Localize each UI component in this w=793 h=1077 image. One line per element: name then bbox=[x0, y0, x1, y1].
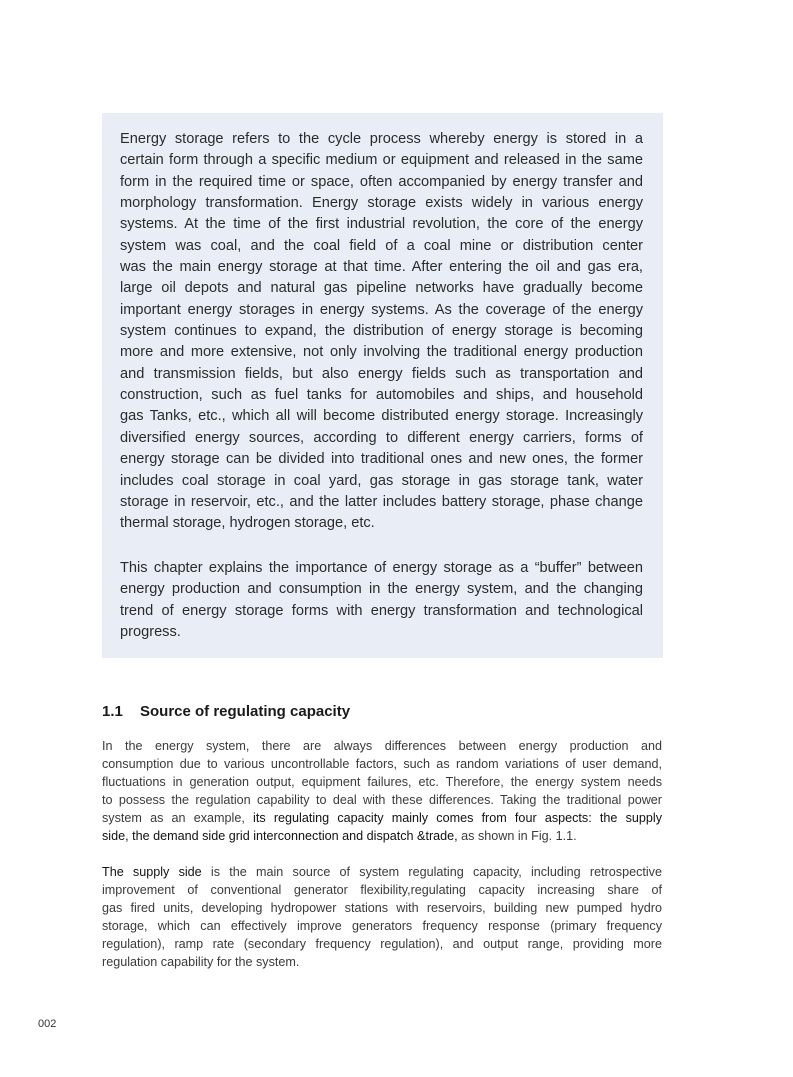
intro-paragraph-2 bbox=[120, 558, 643, 643]
text-segment: storage, which can effectively improve generators frequency response (primary frequency bbox=[102, 919, 662, 933]
text-line: trend of energy storage forms with energy transformation and technological bbox=[120, 602, 643, 619]
text-line bbox=[102, 863, 662, 881]
emphasis-text: side, the demand side grid interconnection and dispatch &trade, bbox=[102, 829, 458, 843]
text-segment: regulation capability for the system. bbox=[102, 955, 300, 969]
text-segment: improvement of conventional generator flexibility,regulating capacity increasing share of bbox=[102, 883, 662, 897]
text-line: systems. At the time of the first industrial revolution, the core of the energy bbox=[120, 216, 643, 233]
intro-paragraph-1 bbox=[120, 129, 643, 535]
text-line: This chapter explains the importance of energy storage as a “buffer” between bbox=[120, 560, 643, 576]
text-segment: gas fired units, developing hydropower stations with reservoirs, building new pumped hydro bbox=[102, 901, 662, 915]
text-line: diversified energy sources, according to different energy carriers, forms of bbox=[120, 429, 643, 446]
text-line: form in the required time or space, often accompanied by energy transfer and bbox=[120, 173, 643, 190]
section-paragraph-1 bbox=[102, 737, 662, 845]
emphasis-text: its regulating capacity mainly comes from four aspects: the supply bbox=[253, 811, 663, 825]
text-line: certain form through a specific medium or equipment and released in the same bbox=[120, 152, 643, 169]
text-segment: to possess the regulation capability to deal with these differences. Taking the traditional power bbox=[102, 793, 662, 807]
page-number: 002 bbox=[38, 1018, 57, 1030]
text-line bbox=[102, 827, 662, 845]
text-line: progress. bbox=[120, 624, 181, 641]
text-line: includes coal storage in coal yard, gas storage in gas storage tank, water bbox=[120, 472, 643, 489]
text-segment: In the energy system, there are always differences between energy production and bbox=[102, 739, 662, 753]
text-segment: consumption due to various uncontrollable factors, such as random variations of user demand, bbox=[102, 757, 662, 771]
text-line: construction, such as fuel tanks for automobiles and ships, and household bbox=[120, 387, 643, 404]
text-line: large oil depots and natural gas pipeline networks have gradually become bbox=[120, 280, 643, 297]
text-line: was the main energy storage at that time. After entering the oil and gas era, bbox=[120, 259, 643, 276]
text-line bbox=[102, 899, 662, 917]
section-title: Source of regulating capacity bbox=[140, 703, 351, 720]
intro-box bbox=[102, 113, 663, 658]
text-line bbox=[102, 917, 662, 935]
text-segment: system as an example, bbox=[102, 811, 254, 825]
text-segment: fluctuations in generation output, equipment failures, etc. Therefore, the energy system needs bbox=[102, 775, 662, 789]
text-line: gas Tanks, etc., which all will become distributed energy storage. Increasingly bbox=[120, 408, 643, 425]
text-line: system continues to expand, the distribution of energy storage is becoming bbox=[120, 323, 643, 340]
text-segment: is the main source of system regulating capacity, including retrospective bbox=[201, 865, 662, 879]
text-line: more and more extensive, not only involving the traditional energy production bbox=[120, 344, 643, 361]
text-line bbox=[102, 935, 662, 953]
text-line: thermal storage, hydrogen storage, etc. bbox=[120, 515, 375, 532]
text-line: energy storage can be divided into traditional ones and new ones, the former bbox=[120, 451, 643, 468]
text-line bbox=[102, 881, 662, 899]
emphasis-text: The supply side bbox=[102, 865, 202, 879]
text-segment: as shown in Fig. 1.1. bbox=[457, 829, 577, 843]
text-line: important energy storages in energy systems. As the coverage of the energy bbox=[120, 301, 643, 318]
section-number: 1.1 bbox=[102, 703, 123, 720]
text-line bbox=[102, 953, 662, 971]
text-line bbox=[102, 809, 662, 827]
text-line bbox=[102, 737, 662, 755]
text-line: and transmission fields, but also energy fields such as transportation and bbox=[120, 365, 643, 382]
text-line: storage in reservoir, etc., and the latter includes battery storage, phase change bbox=[120, 493, 643, 510]
text-line bbox=[102, 773, 662, 791]
text-line: morphology transformation. Energy storage exists widely in various energy bbox=[120, 195, 643, 212]
text-line: energy production and consumption in the energy system, and the changing bbox=[120, 581, 643, 598]
text-line bbox=[102, 791, 662, 809]
text-line: system was coal, and the coal field of a coal mine or distribution center bbox=[120, 237, 643, 254]
section-heading bbox=[102, 703, 350, 720]
text-line bbox=[102, 755, 662, 773]
text-line: Energy storage refers to the cycle process whereby energy is stored in a bbox=[120, 131, 643, 147]
text-segment: regulation), ramp rate (secondary frequency regulation), and output range, providing more bbox=[102, 937, 662, 951]
section-paragraph-2 bbox=[102, 863, 662, 971]
